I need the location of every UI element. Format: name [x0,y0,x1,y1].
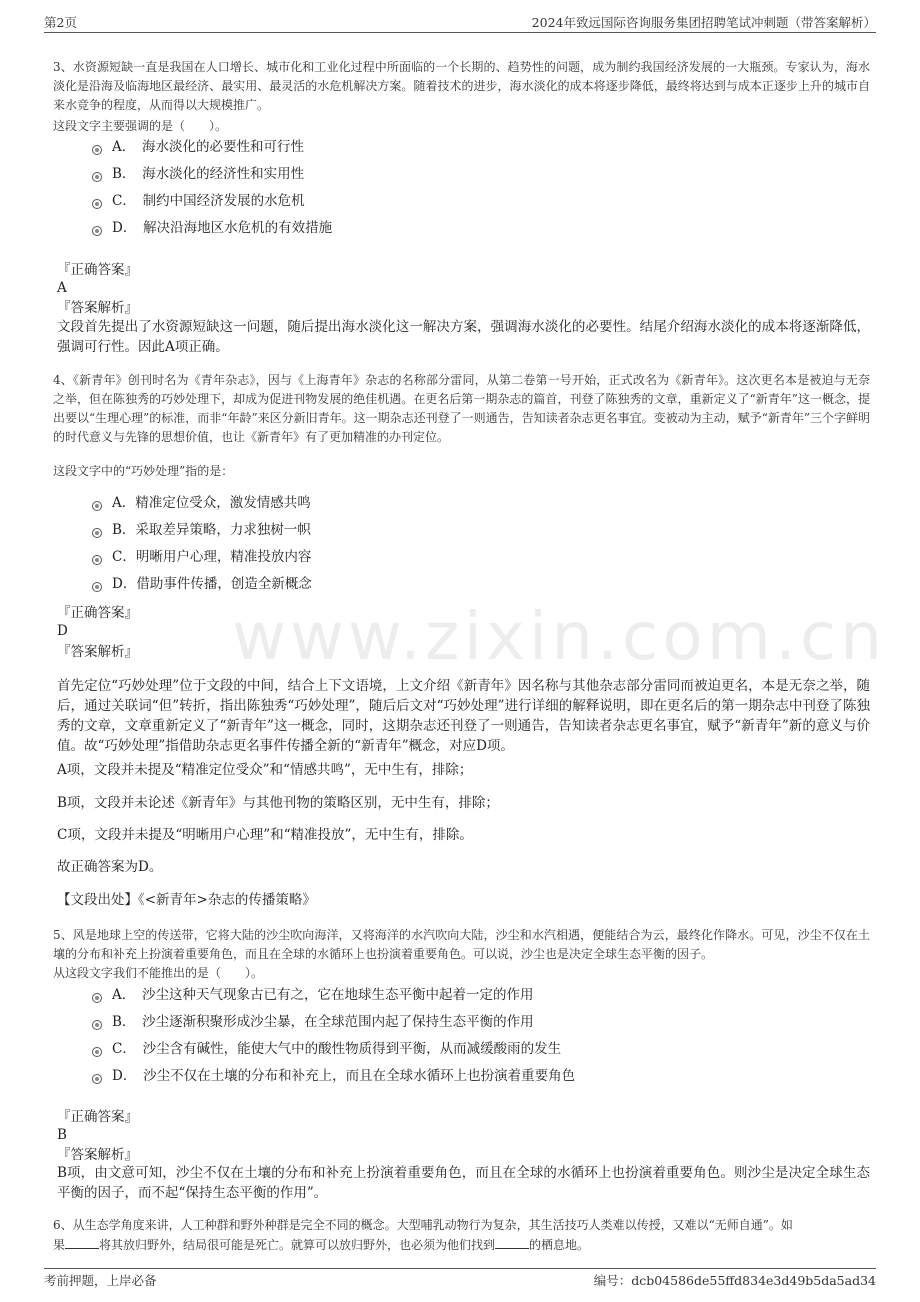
q4-eliminate-c: C项，文段并未提及“明晰用户心理”和“精准投放”，无中生有，排除。 [57,827,473,843]
q4-answer-heading: 『正确答案』 [57,605,138,621]
q4-eliminate-a: A项，文段并未提及“精准定位受众”和“情感共鸣”，无中生有，排除； [57,762,473,778]
q4-analysis: 首先定位“巧妙处理”位于文段的中间，结合上下文语境，上文介绍《新青年》因名称与其他杂志部分雷同而被迫更名，本是无奈之举，随后，通过关联词“但”转折，指出陈独秀“巧妙处理”，随后后文对“巧妙处理”进行详细的解释说明，即在更名后的第一期杂志中刊登了陈独秀的文章，文章重新定义了“新青年”这一概念，同时，这期杂志还刊登了一则通告，告知读者杂志更名事宜，赋予“新青年”新的意义与价值。故“巧妙处理”指借助杂志更名事件传播全新的“新青年”概念，对应D项。 [57,678,870,754]
radio-icon[interactable] [92,145,102,155]
q3-option-d[interactable] [92,217,332,239]
q3-answer: A [57,280,67,296]
q5-analysis-heading: 『答案解析』 [57,1147,138,1163]
radio-icon[interactable] [92,199,102,209]
option-label: D． 沙尘不仅在土壤的分布和补充上，而且在全球水循环上也扮演着重要角色 [112,1068,576,1084]
q6-text-part1: 果 [53,1238,66,1252]
q4-source: 【文段出处】《<新青年>杂志的传播策略》 [57,892,316,908]
q6-passage-line2 [53,1236,870,1255]
option-label: C． 沙尘含有碱性，能使大气中的酸性物质得到平衡，从而减缓酸雨的发生 [112,1041,562,1057]
q5-option-b[interactable] [92,1011,534,1033]
radio-icon[interactable] [92,501,102,511]
q4-passage: 4、《新青年》创刊时名为《青年杂志》，因与《上海青年》杂志的名称部分雷同，从第二卷第一号开始，正式改名为《新青年》。这次更名本是被迫与无奈之举，但在陈独秀的巧妙处理下，却成为促进刊物发展的绝佳机遇。在更名后第一期杂志的篇首，刊登了陈独秀的文章，重新定义了“新青年”这一概念，提出要以“生理心理”的标准，而非“年龄”来区分新旧青年。这一期杂志还刊登了一则通告，告知读者杂志更名事宜。变被动为主动，赋予“新青年”三个字鲜明的时代意义与先锋的思想价值，也让《新青年》有了更加精准的办刊定位。 [53,373,870,444]
q4-conclusion: 故正确答案为D。 [57,859,163,875]
radio-icon[interactable] [92,993,102,1003]
q4-answer: D [57,623,68,639]
radio-icon[interactable] [92,1047,102,1057]
option-label: B． 海水淡化的经济性和实用性 [112,166,305,182]
radio-icon[interactable] [92,528,102,538]
q5-option-d[interactable] [92,1065,575,1087]
q5-answer: B [57,1127,67,1143]
q4-option-c[interactable] [92,546,311,568]
q3-option-c[interactable] [92,190,305,212]
option-label: A． 海水淡化的必要性和可行性 [112,139,304,155]
q5-answer-heading: 『正确答案』 [57,1109,138,1125]
q4-option-d[interactable] [92,573,312,595]
q6-blank-1 [65,1236,99,1249]
q6-blank-2 [495,1236,529,1249]
radio-icon[interactable] [92,582,102,592]
document-id: 编号：dcb04586de55ffd834e3d49b5da5ad34 [593,1273,876,1288]
q5-stem: 从这段文字我们不能推出的是（ ）。 [53,966,264,980]
q3-option-a[interactable] [92,136,304,158]
q5-option-c[interactable] [92,1038,561,1060]
watermark: www.zixin.com.cn [232,598,887,675]
document-title: 2024年致远国际咨询服务集团招聘笔试冲刺题（带答案解析） [531,15,876,30]
radio-icon[interactable] [92,1074,102,1084]
footer-slogan: 考前押题，上岸必备 [44,1273,157,1288]
radio-icon[interactable] [92,172,102,182]
q4-eliminate-b: B项，文段并未论述《新青年》与其他刊物的策略区别，无中生有，排除； [57,795,499,811]
option-label: A．精准定位受众，激发情感共鸣 [112,495,311,511]
q3-stem: 这段文字主要强调的是（ ）。 [53,119,228,133]
q6-text-part3: 的栖息地。 [529,1238,590,1252]
q5-analysis: B项，由文意可知，沙尘不仅在土壤的分布和补充上扮演着重要角色，而且在全球的水循环上也扮演着重要角色。则沙尘是决定全球生态平衡的因子，而不起“保持生态平衡的作用”。 [57,1165,870,1201]
option-label: D．借助事件传播，创造全新概念 [112,576,312,592]
header-rule [44,32,876,33]
q3-analysis-heading: 『答案解析』 [57,300,138,316]
option-label: C． 制约中国经济发展的水危机 [112,193,305,209]
q6-text-part2: 将其放归野外，结局很可能是死亡。就算可以放归野外，也必须为他们找到 [99,1238,496,1252]
option-label: B． 沙尘逐渐积聚形成沙尘暴，在全球范围内起了保持生态平衡的作用 [112,1014,534,1030]
footer-rule [44,1268,876,1269]
q4-analysis-heading: 『答案解析』 [57,644,138,660]
option-label: D． 解决沿海地区水危机的有效措施 [112,220,333,236]
q5-option-a[interactable] [92,984,534,1006]
option-label: B．采取差异策略，力求独树一帜 [112,522,311,538]
option-label: A． 沙尘这种天气现象古已有之，它在地球生态平衡中起着一定的作用 [112,987,534,1003]
radio-icon[interactable] [92,226,102,236]
radio-icon[interactable] [92,1020,102,1030]
q3-analysis: 文段首先提出了水资源短缺这一问题，随后提出海水淡化这一解决方案，强调海水淡化的必要性。结尾介绍海水淡化的成本将逐渐降低，强调可行性。因此A项正确。 [57,319,870,355]
radio-icon[interactable] [92,555,102,565]
q5-passage: 5、风是地球上空的传送带，它将大陆的沙尘吹向海洋，又将海洋的水汽吹向大陆，沙尘和水汽相遇，便能结合为云，最终化作降水。可见，沙尘不仅在土壤的分布和补充上扮演着重要角色，而且在全球的水循环上也扮演着重要角色。可以说，沙尘也是决定全球生态平衡的因子。 [53,928,870,961]
q3-passage: 3、水资源短缺一直是我国在人口增长、城市化和工业化过程中所面临的一个长期的、趋势性的问题，成为制约我国经济发展的一大瓶颈。专家认为，海水淡化是沿海及临海地区最经济、最实用、最灵活的水危机解决方案。随着技术的进步，海水淡化的成本将逐步降低，最终将达到与成本正逐步上升的城市自来水竞争的程度，从而得以大规模推广。 [53,60,870,112]
q4-option-a[interactable] [92,492,311,514]
q4-option-b[interactable] [92,519,311,541]
q4-stem: 这段文字中的“巧妙处理”指的是： [53,464,234,478]
q6-passage-line1: 6、从生态学角度来讲，人工种群和野外种群是完全不同的概念。大型哺乳动物行为复杂，其生活技巧人类难以传授，又难以“无师自通”。如 [53,1218,793,1232]
option-label: C．明晰用户心理，精准投放内容 [112,549,312,565]
q3-option-b[interactable] [92,163,304,185]
q3-answer-heading: 『正确答案』 [57,262,138,278]
page-number: 第2页 [44,15,77,30]
